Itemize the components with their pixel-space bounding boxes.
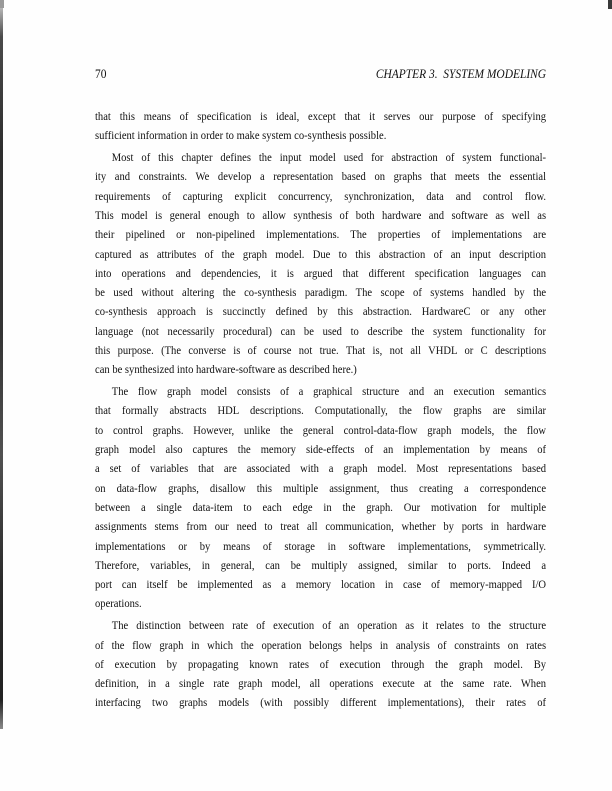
text-line: this purpose. (The converse is of course not true. That is, not all VHDL or C descriptions (95, 343, 547, 358)
text-line: sufficient information in order to make system co-synthesis possible. (95, 128, 387, 143)
text-line: The distinction between rate of execution of an operation as it relates to the structure (111, 618, 547, 633)
paragraph (95, 382, 546, 614)
text-line: into operations and dependencies, it is argued that different specification languages can (95, 265, 547, 280)
text-line: ity and constraints. We develop a representation based on graphs that meets the essential (95, 169, 547, 184)
text-line: that formally abstracts HDL descriptions. Computationally, the flow graphs are similar (95, 403, 547, 418)
text-line: captured as attributes of the graph model. Due to this abstraction of an input description (95, 246, 547, 261)
text-line: to control graphs. However, unlike the general control-data-flow graph models, the flow (95, 422, 547, 437)
paragraph (95, 107, 546, 146)
text-line: This model is general enough to allow synthesis of both hardware and software as well as (95, 207, 547, 222)
text-line: port can itself be implemented as a memory location in case of memory-mapped I/O (95, 577, 547, 592)
text-line: be used without altering the co-synthesis paradigm. The scope of systems handled by the (95, 285, 547, 300)
text-line: of execution by propagating known rates of execution through the graph model. By (95, 656, 547, 671)
page-content (95, 66, 546, 713)
text-line: between a single data-item to each edge in the graph. Our motivation for multiple (95, 499, 547, 514)
text-line: can be synthesized into hardware-software as described here.) (95, 362, 357, 377)
text-line: their pipelined or non-pipelined implementations. The properties of implementations are (95, 227, 547, 242)
text-line: operations. (95, 596, 142, 611)
text-block (95, 107, 546, 713)
page-number: 70 (95, 66, 107, 81)
text-line: interfacing two graphs models (with possibly different implementations), their rates of (95, 695, 547, 710)
text-line: assignments stems from our need to treat all communication, whether by ports in hardware (95, 519, 547, 534)
running-header-row (95, 66, 546, 81)
paragraph (95, 616, 546, 712)
text-line: definition, in a single rate graph model, all operations execute at the same rate. When (95, 676, 547, 691)
text-line: The flow graph model consists of a graphical structure and an execution semantics (111, 384, 547, 399)
text-line: that this means of specification is ideal, except that it serves our purpose of specifying (95, 109, 547, 123)
paragraph (95, 148, 546, 380)
text-line: Therefore, variables, in general, can be multiply assigned, similar to ports. Indeed a (95, 557, 547, 572)
scan-artifact-top-right (608, 0, 612, 9)
text-line: a set of variables that are associated with a graph model. Most representations based (95, 461, 547, 476)
text-line: on data-flow graphs, disallow this multiple assignment, thus creating a correspondence (95, 480, 547, 495)
text-line: language (not necessarily procedural) can be used to describe the system functionality for (95, 323, 547, 338)
scan-artifact-top-left (0, 0, 4, 8)
text-line: graph model also captures the memory side-effects of an implementation by means of (95, 442, 547, 457)
text-line: Most of this chapter defines the input model used for abstraction of system functional- (111, 150, 547, 165)
text-line: of the flow graph in which the operation belongs helps in analysis of constraints on rates (95, 637, 547, 652)
chapter-running-header: CHAPTER 3. SYSTEM MODELING (375, 66, 547, 81)
text-line: implementations or by means of storage in software implementations, symmetrically. (95, 538, 547, 553)
text-line: requirements of capturing explicit concurrency, synchronization, data and control flow. (95, 188, 547, 203)
scan-artifact-left-edge (0, 8, 3, 729)
text-line: co-synthesis approach is succinctly defined by this abstraction. HardwareC or any other (95, 304, 547, 319)
